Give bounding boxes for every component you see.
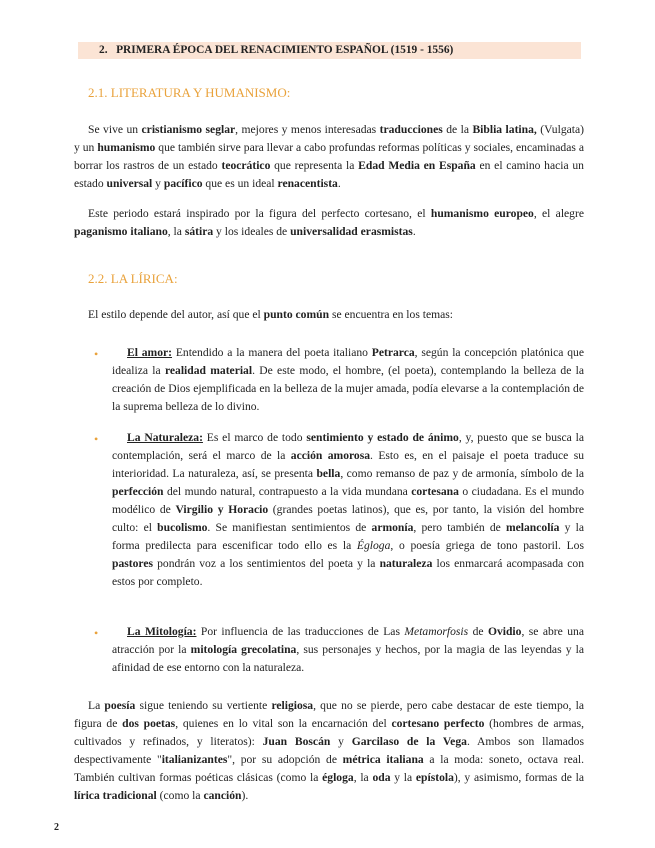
- bold-term: cortesana: [411, 485, 459, 498]
- bold-term: canción: [203, 789, 242, 802]
- bold-term: melancolía: [505, 521, 560, 534]
- topic-label: El amor:: [127, 346, 173, 359]
- bullet-icon: •: [94, 347, 99, 361]
- bold-term: armonía: [371, 521, 414, 534]
- bold-term: mitología grecolatina: [190, 643, 297, 656]
- bold-term: italianizantes: [161, 753, 228, 766]
- bold-term: naturaleza: [379, 557, 433, 570]
- italic-term: Égloga: [356, 539, 391, 552]
- topic-label: La Naturaleza:: [127, 431, 203, 444]
- bold-term: cortesano perfecto: [391, 717, 485, 730]
- topic-label: La Mitología:: [127, 625, 197, 638]
- section-title: PRIMERA ÉPOCA DEL RENACIMIENTO ESPAÑOL (1519 - 1556): [116, 44, 454, 56]
- paragraph-lirica-closing: La poesía sigue teniendo su vertiente religiosa, que no se pierde, pero cabe destacar de este tiempo, la figura de dos poetas, quienes en lo vital son la encarnación del cortesano perfecto (hombres de armas, cultivados y refinados, y literatos): Juan Boscán y Garcilaso de la Vega. Ambos son llamados despectivamente "italianizantes", por su adopción de métrica italiana a la moda: soneto, octava real. También cultivan formas poéticas clásicas (como la égloga, la oda y la epístola), y asimismo, formas de la lírica tradicional (como la canción).: [74, 699, 585, 802]
- bold-term: Edad Media en España: [358, 159, 476, 172]
- paragraph-literatura-2: Este periodo estará inspirado por la figura del perfecto cortesano, el humanismo europeo, el alegre paganismo italiano, la sátira y los ideales de universalidad erasmistas.: [74, 207, 584, 238]
- bold-term: Ovidio: [487, 625, 522, 638]
- list-item-mitologia: La Mitología: Por influencia de las traducciones de Las Metamorfosis de Ovidio, se abre una atracción por la mitología grecolatina, sus personajes y hechos, por la magia de las leyendas y la afinidad de ese entorno con la naturaleza.: [112, 625, 584, 674]
- bold-term: universal: [106, 177, 153, 190]
- bold-term: sátira: [184, 225, 214, 238]
- bold-term: acción amorosa: [290, 449, 371, 462]
- bold-term: sentimiento y estado de ánimo: [306, 431, 459, 444]
- bold-term: pacífico: [163, 177, 203, 190]
- list-item-naturaleza: La Naturaleza: Es el marco de todo sentimiento y estado de ánimo, y, puesto que se busca la contemplación, será el marco de la acción amorosa. Esto es, en el paisaje el poeta traduce su interioridad. La naturaleza, así, se presenta bella, como remanso de paz y de armonía, símbolo de la perfección del mundo natural, contrapuesto a la vida mundana cortesana o ciudadana. Es el mundo modélico de Virgilio y Horacio (grandes poetas latinos), que es, por tanto, la visión del hombre culto: el bucolismo. Se manifiestan sentimientos de armonía, pero también de melancolía y la forma predilecta para escenificar todo ello es la Égloga, o poesía griega de tono pastoril. Los pastores pondrán voz a los sentimientos del poeta y la naturaleza los enmarcará acompasada con estos por completo.: [112, 431, 585, 588]
- bold-term: dos poetas: [122, 717, 176, 730]
- bold-term: religiosa: [271, 699, 314, 712]
- bold-term: Garcilaso de la Vega: [351, 735, 467, 748]
- bold-term: traducciones: [379, 123, 443, 136]
- bold-term: pastores: [112, 557, 154, 570]
- bold-term: realidad material: [164, 364, 253, 377]
- section-number: 2.: [99, 44, 108, 56]
- list-item-amor: El amor: Entendido a la manera del poeta italiano Petrarca, según la concepción platónica que idealiza la realidad material. De este modo, el hombre, (el poeta), contemplando la belleza de la creación de Dios ejemplificada en la belleza de la mujer amada, podía elevarse a la contemplación de la suprema belleza de lo divino.: [112, 346, 585, 413]
- paragraph-literatura-1: Se vive un cristianismo seglar, mejores y menos interesadas traducciones de la Biblia latina, (Vulgata) y un humanismo que también sirve para llevar a cabo profundas reformas políticas y sociales, encaminadas a borrar los rastros de un estado teocrático que representa la Edad Media en España en el camino hacia un estado universal y pacífico que es un ideal renacentista.: [74, 123, 584, 190]
- bold-term: métrica italiana: [342, 753, 424, 766]
- bold-term: renacentista: [277, 177, 338, 190]
- bold-term: Biblia latina,: [472, 123, 537, 136]
- bold-term: punto común: [263, 308, 330, 321]
- bullet-icon: •: [94, 432, 99, 446]
- bold-term: bella: [316, 467, 341, 480]
- bold-term: perfección: [112, 485, 164, 498]
- bold-term: universalidad erasmistas: [290, 225, 413, 238]
- bold-term: Virgilio y Horacio: [175, 503, 269, 516]
- bold-term: epístola: [415, 771, 454, 784]
- italic-term: Metamorfosis: [404, 625, 469, 638]
- bold-term: cristianismo seglar: [141, 123, 236, 136]
- subheading-literatura: 2.1. LITERATURA Y HUMANISMO:: [88, 85, 291, 100]
- bold-term: Petrarca: [371, 346, 415, 359]
- paragraph-lirica-intro: El estilo depende del autor, así que el punto común se encuentra en los temas:: [88, 308, 453, 321]
- bold-term: égloga: [322, 771, 354, 784]
- bold-term: poesía: [104, 699, 136, 712]
- bold-term: humanismo europeo: [430, 207, 534, 220]
- bold-term: lírica tradicional: [74, 789, 157, 802]
- bold-term: paganismo italiano: [74, 225, 168, 238]
- page-number: 2: [54, 822, 59, 833]
- bold-term: Juan Boscán: [262, 735, 331, 748]
- bold-term: humanismo: [97, 141, 156, 154]
- bold-term: bucolismo: [157, 521, 208, 534]
- subheading-lirica: 2.2. LA LÍRICA:: [88, 271, 178, 286]
- bold-term: oda: [372, 771, 391, 784]
- section-heading: [99, 43, 453, 58]
- bold-term: teocrático: [221, 159, 271, 172]
- bullet-icon: •: [94, 626, 99, 640]
